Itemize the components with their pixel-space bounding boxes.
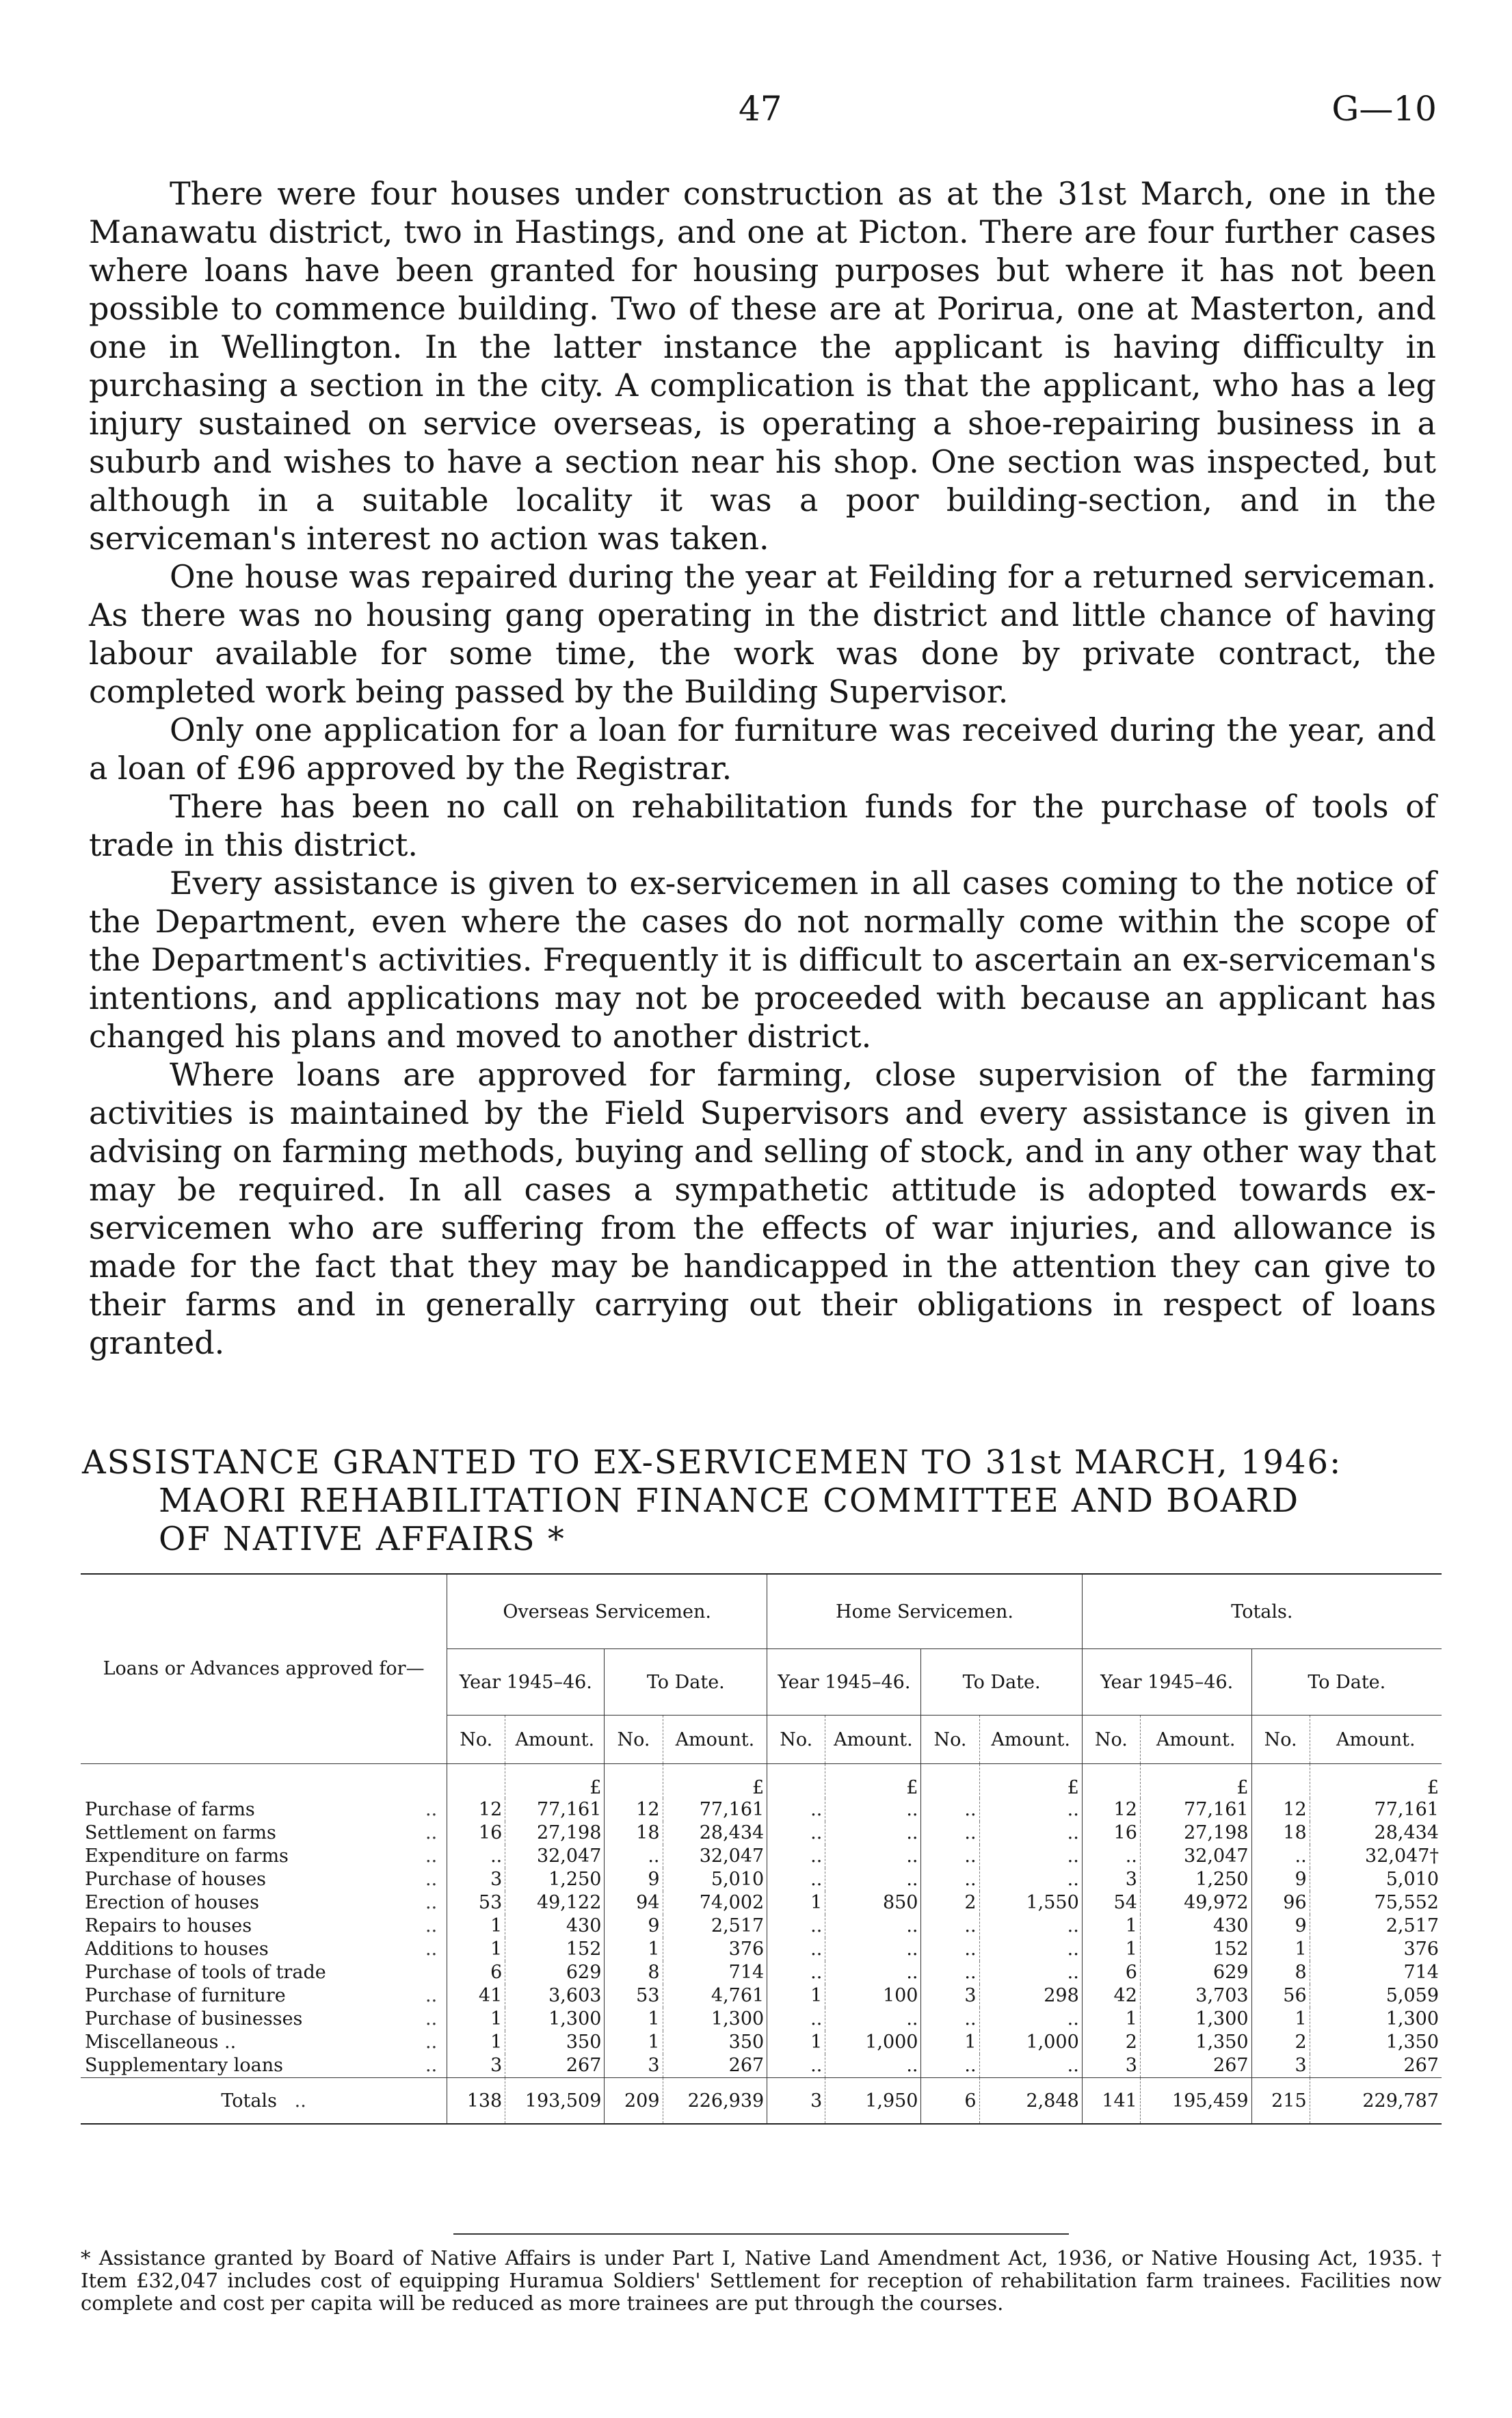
cell-amount: 77,161	[1310, 1798, 1442, 1822]
totals-cell: 6	[921, 2078, 979, 2125]
cell-no: 16	[1082, 1822, 1140, 1845]
cell-no: 3	[1251, 2054, 1310, 2078]
col-no: No.	[921, 1716, 979, 1764]
cell-no: 18	[1251, 1822, 1310, 1845]
group-header-row	[81, 1574, 1442, 1649]
cell-amount: ..	[825, 1938, 921, 1961]
col-amount: Amount.	[1310, 1716, 1442, 1764]
row-label: Additions to houses	[85, 1939, 269, 1960]
cell-no: ..	[605, 1845, 663, 1868]
period-header: Year 1945–46.	[447, 1649, 605, 1716]
cell-no: 1	[605, 1938, 663, 1961]
cell-amount: 4,761	[663, 1984, 767, 2008]
cell-amount: 152	[1140, 1938, 1251, 1961]
cell-no: 1	[1082, 1938, 1140, 1961]
cell-no: 1	[605, 2008, 663, 2031]
cell-amount: 77,161	[505, 1798, 605, 1822]
cell-no: 3	[1082, 2054, 1140, 2078]
table-row	[81, 2054, 1442, 2078]
cell-amount: 75,552	[1310, 1891, 1442, 1915]
cell-no: 1	[447, 1938, 505, 1961]
period-header: To Date.	[921, 1649, 1082, 1716]
cell-no: 9	[1251, 1868, 1310, 1891]
cell-amount: 350	[505, 2031, 605, 2054]
period-header: Year 1945–46.	[767, 1649, 921, 1716]
cell-amount: ..	[979, 1938, 1082, 1961]
cell-no: 9	[605, 1868, 663, 1891]
cell-no: ..	[1082, 1845, 1140, 1868]
row-label: Purchase of tools of trade	[85, 1962, 326, 1983]
row-label: Supplementary loans	[85, 2055, 283, 2076]
cell-amount: 430	[1140, 1915, 1251, 1938]
cell-amount: 1,300	[1140, 2008, 1251, 2031]
cell-amount: ..	[979, 1798, 1082, 1822]
cell-no: ..	[1251, 1845, 1310, 1868]
cell-no: 41	[447, 1984, 505, 2008]
cell-no: 12	[447, 1798, 505, 1822]
cell-amount: ..	[979, 2008, 1082, 2031]
cell-amount: 77,161	[1140, 1798, 1251, 1822]
footnote-text: † Item £32,047 includes cost of equipping Huramua Soldiers' Settlement for reception of rehabilitation farm trainees. Facilities now complete and cost per capita will be reduced as more trainees are put through the courses.	[81, 2246, 1442, 2315]
col-no: No.	[447, 1716, 505, 1764]
group-header: Overseas Servicemen.	[447, 1574, 767, 1649]
cell-no: 96	[1251, 1891, 1310, 1915]
cell-amount: 32,047	[1140, 1845, 1251, 1868]
cell-amount: ..	[825, 1798, 921, 1822]
currency-unit: £	[1140, 1764, 1251, 1799]
cell-amount: 28,434	[1310, 1822, 1442, 1845]
cell-amount: 714	[663, 1961, 767, 1984]
footnote	[81, 2233, 1442, 2315]
totals-cell: 209	[605, 2078, 663, 2125]
leader-dots: ..	[425, 2008, 438, 2029]
cell-amount: 77,161	[663, 1798, 767, 1822]
cell-amount: 714	[1310, 1961, 1442, 1984]
cell-no: 6	[1082, 1961, 1140, 1984]
cell-amount: ..	[825, 2054, 921, 2078]
unit-row	[81, 1764, 1442, 1799]
totals-cell: 193,509	[505, 2078, 605, 2125]
row-label: Miscellaneous ..	[85, 2032, 237, 2053]
table-body	[81, 1798, 1442, 2078]
cell-amount: 267	[1310, 2054, 1442, 2078]
cell-no: ..	[921, 1961, 979, 1984]
totals-cell: 1,950	[825, 2078, 921, 2125]
cell-no: ..	[767, 1845, 825, 1868]
paragraph: Only one application for a loan for furniture was received during the year, and a loan of £96 approved by the Registrar.	[89, 711, 1436, 787]
cell-no: 2	[921, 1891, 979, 1915]
cell-amount: 430	[505, 1915, 605, 1938]
cell-no: 1	[1251, 1938, 1310, 1961]
col-amount: Amount.	[663, 1716, 767, 1764]
cell-amount: 32,047	[663, 1845, 767, 1868]
cell-amount: 32,047	[505, 1845, 605, 1868]
row-label: Purchase of furniture	[85, 1985, 286, 2006]
section-title-line: ASSISTANCE GRANTED TO EX-SERVICEMEN TO 31st MARCH, 1946:	[82, 1443, 1342, 1482]
cell-amount: ..	[979, 1915, 1082, 1938]
assistance-table-container	[81, 1573, 1442, 2125]
leader-dots: ..	[425, 1985, 438, 2006]
cell-no: ..	[921, 1822, 979, 1845]
cell-no: ..	[921, 1845, 979, 1868]
cell-no: 16	[447, 1822, 505, 1845]
currency-unit: £	[979, 1764, 1082, 1799]
row-label: Erection of houses	[85, 1892, 259, 1913]
cell-no: ..	[767, 2054, 825, 2078]
cell-no: 12	[1082, 1798, 1140, 1822]
table-row	[81, 2008, 1442, 2031]
paragraph: One house was repaired during the year at Feilding for a returned serviceman. As there was no housing gang operating in the district and little chance of having labour available for some time, the work was done by private contract, the completed work being passed by the Building Supervisor.	[89, 558, 1436, 710]
cell-no: 9	[1251, 1915, 1310, 1938]
cell-no: 2	[1082, 2031, 1140, 2054]
cell-no: 3	[1082, 1868, 1140, 1891]
cell-amount: 27,198	[505, 1822, 605, 1845]
cell-amount: 5,010	[1310, 1868, 1442, 1891]
paragraph: There were four houses under construction as at the 31st March, one in the Manawatu district, two in Hastings, and one at Picton. There are four further cases where loans have been granted for housing purposes but where it has not been possible to commence building. Two of these are at Porirua, one at Masterton, and one in Wellington. In the latter instance the applicant is having difficulty in purchasing a section in the city. A complication is that the applicant, who has a leg injury sustained on service overseas, is operating a shoe-repairing business in a suburb and wishes to have a section near his shop. One section was inspected, but although in a suitable locality it was a poor building-section, and in the serviceman's interest no action was taken.	[89, 175, 1436, 557]
cell-no: 94	[605, 1891, 663, 1915]
table-row	[81, 1822, 1442, 1845]
cell-no: 8	[1251, 1961, 1310, 1984]
cell-amount: 267	[663, 2054, 767, 2078]
body-text	[89, 174, 1436, 1362]
totals-cell: 141	[1082, 2078, 1140, 2125]
cell-no: 54	[1082, 1891, 1140, 1915]
col-no: No.	[1082, 1716, 1140, 1764]
paragraph: Where loans are approved for farming, close supervision of the farming activities is maintained by the Field Supervisors and every assistance is given in advising on farming methods, buying and selling of stock, and in any other way that may be required. In all cases a sympathetic attitude is adopted towards ex-servicemen who are suffering from the effects of war injuries, and allowance is made for the fact that they may be handicapped in the attention they can give to their farms and in generally carrying out their obligations in respect of loans granted.	[89, 1056, 1436, 1361]
cell-no: ..	[767, 1915, 825, 1938]
cell-no: ..	[921, 2054, 979, 2078]
cell-no: 3	[921, 1984, 979, 2008]
cell-no: 2	[1251, 2031, 1310, 2054]
cell-amount: 2,517	[1310, 1915, 1442, 1938]
leader-dots: ..	[425, 1845, 438, 1867]
row-label: Purchase of houses	[85, 1869, 267, 1890]
cell-no: 12	[1251, 1798, 1310, 1822]
cell-no: 3	[605, 2054, 663, 2078]
cell-amount: ..	[825, 1915, 921, 1938]
cell-amount: ..	[825, 2008, 921, 2031]
table-row	[81, 1845, 1442, 1868]
cell-amount: ..	[825, 1961, 921, 1984]
cell-amount: 1,300	[1310, 2008, 1442, 2031]
row-label: Expenditure on farms	[85, 1845, 289, 1867]
totals-cell: 195,459	[1140, 2078, 1251, 2125]
cell-amount: 5,010	[663, 1868, 767, 1891]
cell-no: 3	[447, 2054, 505, 2078]
cell-amount: 27,198	[1140, 1822, 1251, 1845]
currency-unit: £	[825, 1764, 921, 1799]
cell-no: 18	[605, 1822, 663, 1845]
row-label: Purchase of businesses	[85, 2008, 303, 2029]
cell-amount: 2,517	[663, 1915, 767, 1938]
assistance-table	[81, 1573, 1442, 2125]
cell-amount: 350	[663, 2031, 767, 2054]
period-header: To Date.	[605, 1649, 767, 1716]
cell-amount: 3,603	[505, 1984, 605, 2008]
totals-label: Totals	[221, 2090, 277, 2112]
cell-amount: 629	[1140, 1961, 1251, 1984]
cell-amount: 376	[663, 1938, 767, 1961]
currency-unit: £	[1310, 1764, 1442, 1799]
row-label: Settlement on farms	[85, 1822, 276, 1843]
col-amount: Amount.	[1140, 1716, 1251, 1764]
cell-no: 56	[1251, 1984, 1310, 2008]
table-row	[81, 1984, 1442, 2008]
row-label: Purchase of farms	[85, 1799, 255, 1820]
cell-no: ..	[767, 1961, 825, 1984]
cell-no: ..	[767, 1822, 825, 1845]
leader-dots: ..	[425, 1799, 438, 1820]
table-row	[81, 1798, 1442, 1822]
cell-amount: 1,300	[505, 2008, 605, 2031]
cell-amount: 3,703	[1140, 1984, 1251, 2008]
cell-no: ..	[921, 1938, 979, 1961]
cell-no: 1	[921, 2031, 979, 2054]
leader-dots: ..	[425, 2032, 438, 2053]
totals-cell: 138	[447, 2078, 505, 2125]
cell-no: 1	[605, 2031, 663, 2054]
cell-amount: ..	[825, 1868, 921, 1891]
cell-no: 1	[1082, 1915, 1140, 1938]
cell-amount: 74,002	[663, 1891, 767, 1915]
col-amount: Amount.	[825, 1716, 921, 1764]
paragraph: Every assistance is given to ex-servicemen in all cases coming to the notice of the Department, even where the cases do not normally come within the scope of the Department's activities. Frequently it is difficult to ascertain an ex-serviceman's intentions, and applications may not be proceeded with because an applicant has changed his plans and moved to another district.	[89, 865, 1436, 1055]
footnote-rule	[453, 2233, 1069, 2235]
cell-no: ..	[767, 1868, 825, 1891]
cell-no: ..	[767, 1798, 825, 1822]
table-row	[81, 1915, 1442, 1938]
group-header: Home Servicemen.	[767, 1574, 1083, 1649]
cell-amount: 32,047†	[1310, 1845, 1442, 1868]
leader-dots: ..	[425, 1822, 438, 1843]
page-number: 47	[739, 89, 782, 129]
cell-amount: 376	[1310, 1938, 1442, 1961]
section-title	[82, 1443, 1443, 1558]
cell-no: ..	[921, 1798, 979, 1822]
leader-dots: ..	[425, 2055, 438, 2076]
cell-no: 53	[447, 1891, 505, 1915]
cell-amount: 1,250	[1140, 1868, 1251, 1891]
cell-no: 1	[447, 2031, 505, 2054]
cell-no: 1	[1082, 2008, 1140, 2031]
totals-cell: 3	[767, 2078, 825, 2125]
period-header: Year 1945–46.	[1082, 1649, 1251, 1716]
cell-no: 12	[605, 1798, 663, 1822]
cell-no: 6	[447, 1961, 505, 1984]
cell-amount: 49,122	[505, 1891, 605, 1915]
cell-no: 42	[1082, 1984, 1140, 2008]
cell-no: 1	[767, 1984, 825, 2008]
currency-unit: £	[663, 1764, 767, 1799]
cell-amount: 629	[505, 1961, 605, 1984]
cell-amount: 5,059	[1310, 1984, 1442, 2008]
period-header: To Date.	[1251, 1649, 1442, 1716]
cell-no: 9	[605, 1915, 663, 1938]
table-row	[81, 1961, 1442, 1984]
cell-no: 1	[447, 1915, 505, 1938]
cell-amount: 267	[1140, 2054, 1251, 2078]
cell-amount: ..	[979, 1868, 1082, 1891]
leader-dots: ..	[294, 2090, 306, 2112]
cell-amount: 850	[825, 1891, 921, 1915]
cell-no: 1	[1251, 2008, 1310, 2031]
group-header: Totals.	[1082, 1574, 1442, 1649]
footnote-text: * Assistance granted by Board of Native Affairs is under Part I, Native Land Amendment Act, 1936, or Native Housing Act, 1935.	[81, 2246, 1424, 2270]
cell-no: ..	[447, 1845, 505, 1868]
section-title-line: MAORI REHABILITATION FINANCE COMMITTEE AND BOARD	[159, 1482, 1300, 1520]
cell-no: 8	[605, 1961, 663, 1984]
totals-cell: 215	[1251, 2078, 1310, 2125]
section-title-line: OF NATIVE AFFAIRS *	[159, 1520, 566, 1558]
row-header: Loans or Advances approved for—	[81, 1574, 447, 1764]
leader-dots: ..	[425, 1892, 438, 1913]
col-no: No.	[767, 1716, 825, 1764]
cell-no: ..	[921, 1868, 979, 1891]
col-no: No.	[605, 1716, 663, 1764]
cell-amount: 1,000	[825, 2031, 921, 2054]
col-amount: Amount.	[505, 1716, 605, 1764]
cell-amount: ..	[979, 1822, 1082, 1845]
cell-no: ..	[767, 2008, 825, 2031]
table-row	[81, 1938, 1442, 1961]
cell-no: 1	[447, 2008, 505, 2031]
cell-amount: 298	[979, 1984, 1082, 2008]
page-header	[0, 89, 1512, 137]
cell-amount: ..	[979, 1961, 1082, 1984]
cell-amount: ..	[825, 1845, 921, 1868]
cell-amount: ..	[979, 2054, 1082, 2078]
row-label: Repairs to houses	[85, 1915, 252, 1936]
cell-no: 53	[605, 1984, 663, 2008]
document-reference: G—10	[1331, 89, 1437, 129]
cell-no: 1	[767, 1891, 825, 1915]
totals-cell: 226,939	[663, 2078, 767, 2125]
col-amount: Amount.	[979, 1716, 1082, 1764]
cell-amount: 49,972	[1140, 1891, 1251, 1915]
cell-amount: 1,550	[979, 1891, 1082, 1915]
cell-amount: 1,350	[1310, 2031, 1442, 2054]
col-no: No.	[1251, 1716, 1310, 1764]
cell-amount: 1,000	[979, 2031, 1082, 2054]
table-row	[81, 1868, 1442, 1891]
cell-no: ..	[921, 2008, 979, 2031]
leader-dots: ..	[425, 1915, 438, 1936]
cell-amount: 267	[505, 2054, 605, 2078]
table-row	[81, 1891, 1442, 1915]
cell-no: ..	[767, 1938, 825, 1961]
totals-cell: 229,787	[1310, 2078, 1442, 2125]
cell-amount: 1,300	[663, 2008, 767, 2031]
totals-cell: 2,848	[979, 2078, 1082, 2125]
cell-amount: 28,434	[663, 1822, 767, 1845]
cell-amount: 1,350	[1140, 2031, 1251, 2054]
leader-dots: ..	[425, 1939, 438, 1960]
leader-dots: ..	[425, 1869, 438, 1890]
cell-no: 1	[767, 2031, 825, 2054]
currency-unit: £	[505, 1764, 605, 1799]
cell-amount: ..	[979, 1845, 1082, 1868]
table-row	[81, 2031, 1442, 2054]
cell-no: 3	[447, 1868, 505, 1891]
cell-no: ..	[921, 1915, 979, 1938]
cell-amount: ..	[825, 1822, 921, 1845]
totals-row	[81, 2078, 1442, 2125]
cell-amount: 1,250	[505, 1868, 605, 1891]
paragraph: There has been no call on rehabilitation funds for the purchase of tools of trade in this district.	[89, 788, 1436, 863]
cell-amount: 100	[825, 1984, 921, 2008]
cell-amount: 152	[505, 1938, 605, 1961]
